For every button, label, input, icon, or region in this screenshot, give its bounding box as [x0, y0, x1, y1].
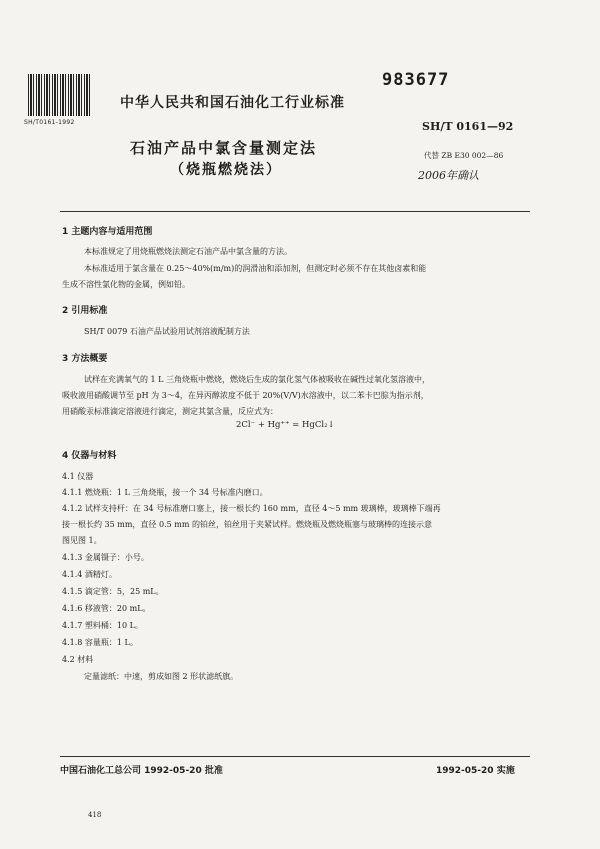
doc-number: 983677 [382, 70, 450, 90]
page-number: 418 [88, 811, 102, 819]
text-line: 4.1 仪器 [62, 472, 94, 481]
replaces-note: 代替 ZB E30 002—86 [424, 151, 504, 160]
barcode-label: SH/T0161-1992 [24, 119, 75, 126]
text-line: SH/T 0079 石油产品试验用试剂溶液配制方法 [84, 327, 250, 336]
text-line: 4.1.8 容量瓶：1 L。 [62, 638, 138, 647]
text-line: 4.1.5 滴定管：5，25 mL。 [62, 587, 164, 596]
text-line: 4.1.7 塑料桶：10 L。 [62, 621, 143, 630]
header-rule [60, 211, 530, 212]
text-line: 吸收液用硝酸调节至 pH 为 3～4，在异丙醇浓度不低于 20%(V/V)水溶液中，以二苯卡巴腙为指示剂， [62, 391, 429, 400]
text-line: 生成不溶性氯化物的金属，例如铅。 [62, 280, 190, 289]
section-1-title: 1 主题内容与适用范围 [62, 227, 153, 237]
section-2-title: 2 引用标准 [62, 306, 108, 316]
implementation-date: 1992-05-20 实施 [436, 766, 515, 776]
text-line: 试样在充满氧气的 1 L 三角烧瓶中燃烧，燃烧后生成的氯化氢气体被吸收在碱性过氧化氢溶液中， [84, 375, 431, 384]
text-line: 4.1.2 试样支持杆：在 34 号标准磨口塞上，接一根长约 160 mm，直径 4～5 mm 玻璃棒，玻璃棒下端再 [62, 504, 441, 513]
approval-line: 中国石油化工总公司 1992-05-20 批准 [60, 766, 223, 776]
text-line: 4.1.6 移液管：20 mL。 [62, 604, 151, 613]
document-title: 石油产品中氯含量测定法 [130, 139, 318, 157]
organization-title: 中华人民共和国石油化工行业标准 [120, 95, 345, 111]
text-line: 接一根长约 35 mm，直径 0.5 mm 的铂丝，铂丝用于夹紧试样。燃烧瓶及燃烧瓶塞与玻璃棒的连接示意 [62, 520, 432, 529]
confirmation-note: 2006年确认 [418, 169, 479, 182]
section-3-title: 3 方法概要 [62, 354, 108, 364]
text-line: 图见图 1。 [62, 536, 102, 545]
text-line: 4.1.1 燃烧瓶：1 L 三角烧瓶，接一个 34 号标准内磨口。 [62, 488, 268, 497]
section-4-title: 4 仪器与材料 [62, 451, 117, 461]
text-line: 4.1.4 酒精灯。 [62, 570, 117, 579]
text-line: 本标准规定了用烧瓶燃烧法测定石油产品中氯含量的方法。 [84, 247, 292, 256]
standard-number: SH/T 0161—92 [422, 120, 514, 133]
text-line: 本标准适用于氯含量在 0.25～40%(m/m)的润滑油和添加剂，但测定时必须不存在其他卤素和能 [84, 264, 427, 273]
text-line: 4.1.3 金属镊子：小号。 [62, 553, 149, 562]
document-subtitle: （烧瓶燃烧法） [170, 162, 282, 178]
footer-rule [60, 756, 530, 757]
text-line: 定量滤纸：中速，剪成如图 2 形状滤纸旗。 [84, 672, 239, 681]
barcode-image [28, 74, 92, 116]
text-line: 4.2 材料 [62, 655, 94, 664]
reaction-equation: 2Cl⁻ + Hg⁺⁺ = HgCl₂↓ [236, 420, 335, 430]
text-line: 用硝酸汞标准滴定溶液进行滴定，测定其氯含量，反应式为： [62, 407, 278, 416]
